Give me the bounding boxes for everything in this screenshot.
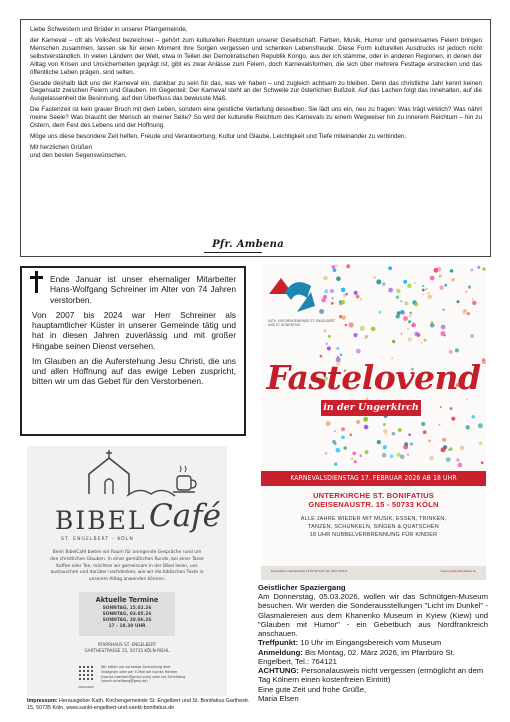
bibel-wordmark: BIBEL bbox=[55, 506, 147, 535]
poster-title: Fastelovend bbox=[266, 358, 481, 397]
dates-title: Aktuelle Termine bbox=[95, 596, 159, 604]
fastelovend-poster bbox=[261, 264, 486, 580]
event-info bbox=[261, 516, 486, 540]
location-name: PFARRHAUS ST. ENGELBERT bbox=[97, 642, 157, 647]
info-line: ALLE JAHRE WIEDER MIT MUSIK, ESSEN, TRINKEN, bbox=[300, 516, 447, 522]
event-location bbox=[261, 491, 486, 510]
qr-label: INSTAGRAM bbox=[78, 686, 94, 689]
poster-banner: in der Ungerkirch bbox=[321, 400, 421, 416]
obituary-paragraph: Von 2007 bis 2024 war Herr Schreiner als hauptamtlicher Küster in unserer Gemeinde tätig und hat in diesen Jahren zuverlässig und mit großer Hingabe seinen Dienst versehen. bbox=[32, 309, 236, 351]
obituary-paragraph: Im Glauben an die Auferstehung Jesu Christi, die uns und allen Hoffnung auf das ewige Leben zuspricht, bitten wir um das Gebet für den Verstorbenen. bbox=[32, 355, 236, 387]
walk-registration: Anmeldung: Bis Montag, 02. März 2026, im Pfarrbüro St. Engelbert, Tel.: 764121 bbox=[258, 647, 455, 666]
bibelcafe-illustration bbox=[27, 446, 227, 506]
signature-line bbox=[204, 252, 262, 253]
impressum bbox=[27, 698, 252, 712]
church-name: UNTERKIRCHE ST. BONIFATIUS bbox=[312, 491, 435, 500]
letter-paragraph: Möge uns diese besondere Zeit helfen, Freude und Verantwortung, Kultur und Glaube, Leichtigkeit und Tiefe miteinander zu verbinden. bbox=[30, 133, 407, 141]
walk-closing: Eine gute Zeit und frohe Grüße, bbox=[258, 684, 367, 694]
footer-website[interactable]: www.engelbertbonifatius.de bbox=[440, 569, 476, 573]
bibelcafe-location bbox=[79, 642, 175, 654]
registration-note: Wir bitten um vorherige Anmeldung über Instagram oder per E-Mail bei Ivonka Hörster (ivonka.hoerster@gmail.com) oder Ina Schellberg (sarah.schellberg@gmx.de) bbox=[101, 665, 186, 684]
obituary-paragraph: Ende Januar ist unser ehemaliger Mitarbeiter Hans-Wolfgang Schreiner im Alter von 74 Jahren verstorben. bbox=[50, 274, 236, 305]
poster-footer bbox=[261, 566, 486, 580]
cafe-wordmark: Café bbox=[149, 498, 222, 534]
date-time: 17 - 18.30 UHR bbox=[108, 623, 146, 629]
letter-paragraph: Die Fastenzeit ist kein grauer Bruch mit dem Leben, sondern eine geistliche Vertiefung desselben. Sie lädt uns ein, neu zu fragen: Was trägt wirklich? Was nährt meine Seele? Was braucht der Mensch an meiner Seite? So wird der kulturelle Reichtum des Karnevals zu einem Wegweiser hin zu innerem Reichtum – hin zu Ostern, dem Fest des Lebens und der Hoffnung. bbox=[30, 106, 482, 130]
walk-signature: Maria Elsen bbox=[258, 693, 299, 703]
info-line: TANZEN, SCHUNKELN, SINGEN & QUATSCHEN bbox=[308, 523, 439, 530]
bibelcafe-subtitle: ST. ENGELBERT – KÖLN bbox=[61, 537, 134, 542]
walk-warning: ACHTUNG: Personalausweis nicht vergessen (ermöglicht an dem Tag Kölnern einen kostenfreien Eintritt) bbox=[258, 666, 484, 685]
spiritual-walk bbox=[258, 583, 488, 703]
walk-title: Geistlicher Spaziergang bbox=[258, 583, 346, 592]
bibelcafe-description: Beim BibelCafé bieten wir Raum für anregende Gespräche rund um den christlichen Glauben. In einer gemütlichen Runde, bei einer Tasse Kaffee oder Tee, möchten wir gemeinsam in der Bibel lesen, uns austauschen und darüber nachdenken, wie wir die biblischen Texte in unserem Alltag anwenden können. bbox=[50, 550, 204, 583]
info-line: 18 UHR NUBBELVERBRENNUNG FÜR KINDER bbox=[309, 531, 438, 538]
qr-code[interactable] bbox=[75, 662, 97, 684]
dates-box bbox=[79, 592, 175, 636]
parish-name: KATH. KIRCHENGEMEINDE ST. ENGELBERT UND ST. BONIFATIUS bbox=[268, 319, 335, 328]
church-address: GNEISENAUSTR. 15 - 50733 KÖLN bbox=[308, 500, 439, 510]
letter-closing: Mit herzlichen Grüßen bbox=[30, 143, 92, 151]
letter-paragraph: der Karneval – oft als Volksfest bezeichnet – gehört zum kulturellen Reichtum unserer Gesellschaft. Farben, Musik, Humor und gemeinsames Feiern bringen Menschen zusammen, lassen sie für einen Moment ihre Sorgen vergessen und schenken Lebensfreude. Diese Form kulturellen Ausdrucks ist jedoch nicht selbstverständlich. In vielen Ländern der Welt, etwa in Teilen der Demokratischen Republik Kongo, aus der ich stamme, oder in anderen Regionen, in denen der Alltag von Krisen und Unsicherheiten geprägt ist, gibt es zwar Anlässe zum Feiern, doch Karnevalsformen, die sich über mehrere Festtage erstrecken und das öffentliche Leben prägen, sind selten. bbox=[30, 36, 482, 76]
location-address: GARTHESTRASSE 15, 50735 KÖLN-RIEHL bbox=[84, 647, 170, 653]
date-item: SONNTAG, 03.05.26 bbox=[102, 611, 152, 617]
letter-closing: und den besten Segenswünschen, bbox=[30, 151, 127, 159]
obituary-box bbox=[20, 266, 246, 436]
bibelcafe-flyer bbox=[27, 446, 227, 696]
footer-contact: Pastoralbüro Garthestraße 15 50735 Köln Tel. 0221 764121 bbox=[271, 569, 348, 573]
impressum-text: Herausgeber Kath. Kirchengemeinde St. Engelbert und St. Bonifatius Garthestr. 15, 50735 Köln, www.sankt-engelbert-und-sankt-bonifatius.de bbox=[27, 698, 250, 712]
walk-description: Am Donnerstag, 05.03.2026, wollen wir das Schnütgen-Museum besuchen. Wir werden die Sonderausstellungen "Licht im Dunkel" - Glasmalereien aus dem Khanenko Museum in Kyiew (Kiew) und "Glauben mit Humor" - ein Gebetbuch aus Nordfrankreich anschauen. bbox=[258, 592, 488, 639]
letter-greeting: Liebe Schwestern und Brüder in unserer Pfarrgemeinde, bbox=[30, 26, 188, 33]
date-item: SONNTAG, 15.02.26 bbox=[102, 606, 152, 611]
letter-paragraph: Gerade deshalb lädt uns der Karneval ein, dankbar zu sein für das, was wir haben – und zugleich achtsam zu bleiben. Denn das christliche Jahr kennt keinen Gegensatz zwischen Feiern und Glauben. Im Gegenteil: Der Karneval steht an der Schwelle zur österlichen Bußzeit. Auf das Lachen folgt das Innehalten, auf die Ausgelassenheit die Besinnung, auf den Überfluss das bewusste Maß. bbox=[30, 79, 482, 103]
date-item: SONNTAG, 28.06.26 bbox=[102, 617, 152, 623]
cross-icon bbox=[30, 271, 44, 293]
event-date-bar: KARNEVALSDIENSTAG 17. FEBRUAR 2026 AB 18 UHR bbox=[261, 471, 486, 486]
signature: Pfr. Ambena bbox=[212, 239, 284, 251]
pastor-letter bbox=[20, 19, 491, 257]
impressum-label: Impressum: bbox=[27, 698, 58, 704]
walk-meeting-point: Treffpunkt: 10 Uhr im Eingangsbereich vom Museum bbox=[258, 638, 442, 648]
